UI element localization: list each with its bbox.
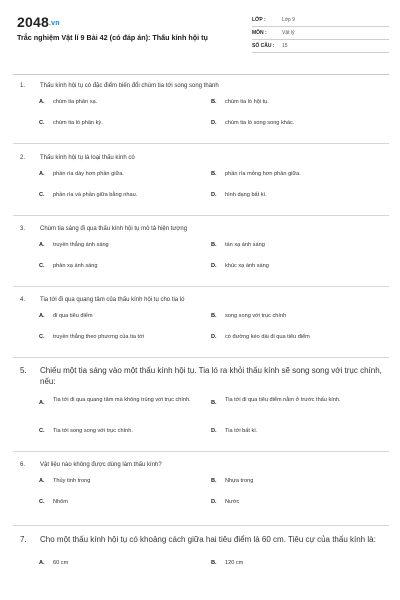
option-letter: C.	[39, 192, 45, 198]
option-letter: A.	[39, 560, 45, 566]
option-letter: C.	[39, 334, 45, 340]
option-text: phần rìa mỏng hơn phần giữa.	[225, 171, 301, 177]
option-a[interactable]	[39, 478, 198, 485]
meta-row-count	[252, 40, 389, 53]
question-number: 1.	[20, 83, 26, 89]
option-a[interactable]	[39, 313, 198, 320]
option-text: phần rìa và phần giữa bằng nhau.	[53, 192, 138, 198]
option-letter: B.	[211, 99, 217, 105]
option-b[interactable]	[211, 478, 370, 485]
option-letter: C.	[39, 428, 45, 434]
option-text: Tia tới bất kì.	[225, 428, 258, 434]
option-letter: B.	[211, 313, 217, 319]
option-d[interactable]	[211, 334, 370, 341]
question-text: Vật liệu nào không được dùng làm thấu kính?	[40, 462, 162, 468]
question-divider	[13, 286, 389, 287]
question-text: Cho một thấu kính hội tụ có khoảng cách giữa hai tiêu điểm là 60 cm. Tiêu cự của thấu kính là:	[40, 535, 376, 544]
question-header	[13, 154, 389, 162]
meta-value: Vật lý	[282, 30, 295, 36]
question-number: 5.	[20, 366, 27, 375]
option-letter: D.	[211, 263, 217, 269]
question-item	[13, 82, 389, 139]
option-letter: A.	[39, 400, 45, 406]
question-text: Thấu kính hội tụ có đặc điểm biến đổi chùm tia tới song song thành	[40, 83, 219, 89]
options-grid	[13, 560, 389, 574]
options-grid	[13, 242, 389, 282]
option-c[interactable]	[39, 192, 198, 199]
logo-text: 2048	[17, 14, 49, 30]
option-text: 60 cm	[53, 560, 69, 566]
options-grid	[13, 171, 389, 211]
option-text: chùm tia phản xạ.	[53, 99, 98, 105]
options-grid	[13, 99, 389, 139]
option-text: phần rìa dày hơn phần giữa.	[53, 171, 124, 177]
question-header	[13, 296, 389, 304]
option-text: tán xạ ánh sáng	[225, 242, 265, 248]
option-d[interactable]	[211, 428, 370, 435]
question-number: 3.	[20, 226, 26, 232]
option-letter: D.	[211, 120, 217, 126]
option-letter: D.	[211, 428, 217, 434]
option-c[interactable]	[39, 263, 198, 270]
question-item	[13, 154, 389, 211]
question-item	[13, 461, 389, 518]
option-letter: C.	[39, 499, 45, 505]
meta-value: Lớp 9	[282, 17, 296, 23]
option-text: truyền thẳng ánh sáng	[53, 242, 109, 248]
question-divider	[13, 525, 389, 526]
option-text: Tia tới song song với trục chính.	[53, 428, 133, 434]
option-d[interactable]	[211, 499, 370, 506]
option-text: phản xạ ánh sáng	[53, 263, 98, 269]
option-text: hình dạng bất kì.	[225, 192, 267, 198]
meta-key: LỚP :	[252, 17, 266, 23]
option-text: đi qua tiêu điểm	[53, 313, 93, 319]
option-letter: B.	[211, 478, 217, 484]
option-text: chùm tia ló hội tụ.	[225, 99, 269, 105]
option-text: khúc xạ ánh sáng	[225, 263, 269, 269]
question-number: 4.	[20, 297, 26, 303]
option-letter: B.	[211, 560, 217, 566]
option-letter: A.	[39, 99, 45, 105]
option-text: Nhựa trong	[225, 478, 254, 484]
option-b[interactable]	[211, 242, 370, 249]
option-b[interactable]	[211, 313, 370, 320]
option-text: Tia tới đi qua quang tâm mà không trùng với trục chính.	[53, 397, 191, 403]
option-text: truyền thẳng theo phương của tia tới	[53, 334, 145, 340]
options-grid	[13, 478, 389, 518]
option-a[interactable]	[39, 396, 193, 407]
meta-key: MÔN :	[252, 30, 267, 36]
question-text: Thấu kính hội tụ là loại thấu kính có	[40, 155, 135, 161]
option-text: chùm tia ló phân kỳ.	[53, 120, 103, 126]
option-text: Nước	[225, 499, 240, 505]
option-b[interactable]	[211, 99, 370, 106]
option-text: 120 cm	[225, 560, 244, 566]
question-item	[13, 534, 389, 574]
option-letter: D.	[211, 192, 217, 198]
option-letter: C.	[39, 263, 45, 269]
question-divider	[13, 143, 389, 144]
option-text: song song với trục chính	[225, 313, 287, 319]
question-number: 7.	[20, 535, 27, 544]
question-item	[13, 296, 389, 353]
option-a[interactable]	[39, 242, 198, 249]
meta-key: SỐ CÂU :	[252, 43, 275, 49]
options-grid	[13, 396, 389, 448]
option-letter: A.	[39, 313, 45, 319]
meta-row-subject	[252, 27, 389, 40]
question-number: 2.	[20, 155, 26, 161]
option-b[interactable]	[211, 171, 370, 178]
logo-suffix: .vn	[48, 19, 60, 27]
option-a[interactable]	[39, 560, 198, 567]
option-c[interactable]	[39, 428, 198, 435]
meta-value: 15	[282, 43, 288, 49]
option-c[interactable]	[39, 334, 198, 341]
question-header	[13, 365, 389, 387]
option-c[interactable]	[39, 120, 198, 127]
option-text: Thủy tinh trong	[53, 478, 91, 484]
question-divider	[13, 357, 389, 358]
options-grid	[13, 313, 389, 353]
option-b[interactable]	[211, 396, 370, 407]
option-text: Nhôm	[53, 499, 68, 505]
page-title: Trắc nghiệm Vật lí 9 Bài 42 (có đáp án): Thấu kính hội tụ	[17, 33, 208, 42]
option-letter: B.	[211, 242, 217, 248]
question-text: Chùm tia sáng đi qua thấu kính hội tụ mô tả hiện tượng	[40, 226, 188, 232]
option-letter: A.	[39, 171, 45, 177]
option-letter: B.	[211, 400, 217, 406]
option-letter: D.	[211, 334, 217, 340]
option-b[interactable]	[211, 560, 370, 567]
question-header	[13, 461, 389, 469]
question-item	[13, 365, 389, 448]
option-text: có đường kéo dài đi qua tiêu điểm	[225, 334, 310, 340]
option-d[interactable]	[211, 263, 370, 270]
option-letter: A.	[39, 478, 45, 484]
option-d[interactable]	[211, 120, 370, 127]
quiz-page	[13, 10, 389, 566]
question-divider	[13, 215, 389, 216]
header-divider	[13, 74, 389, 75]
option-letter: C.	[39, 120, 45, 126]
question-header	[13, 82, 389, 90]
question-divider	[13, 451, 389, 452]
quiz-meta-table	[252, 14, 389, 53]
question-header	[13, 534, 389, 545]
question-number: 6.	[20, 462, 26, 468]
question-text: Tia tới đi qua quang tâm của thấu kính hội tụ cho tia ló	[40, 297, 185, 303]
option-letter: B.	[211, 171, 217, 177]
site-logo[interactable]	[17, 14, 60, 30]
option-d[interactable]	[211, 192, 370, 199]
option-letter: D.	[211, 499, 217, 505]
question-item	[13, 225, 389, 282]
meta-row-class	[252, 14, 389, 27]
page-header	[13, 10, 389, 68]
option-text: Tia tới đi qua tiêu điểm nằm ở trước thấu kính.	[225, 397, 341, 403]
option-a[interactable]	[39, 171, 198, 178]
option-letter: A.	[39, 242, 45, 248]
option-text: chùm tia ló song song khác.	[225, 120, 295, 126]
question-text: Chiếu một tia sáng vào một thấu kính hội tụ. Tia ló ra khỏi thấu kính sẽ song song với trục chính, nếu:	[40, 366, 382, 386]
option-c[interactable]	[39, 499, 198, 506]
option-a[interactable]	[39, 99, 198, 106]
question-header	[13, 225, 389, 233]
